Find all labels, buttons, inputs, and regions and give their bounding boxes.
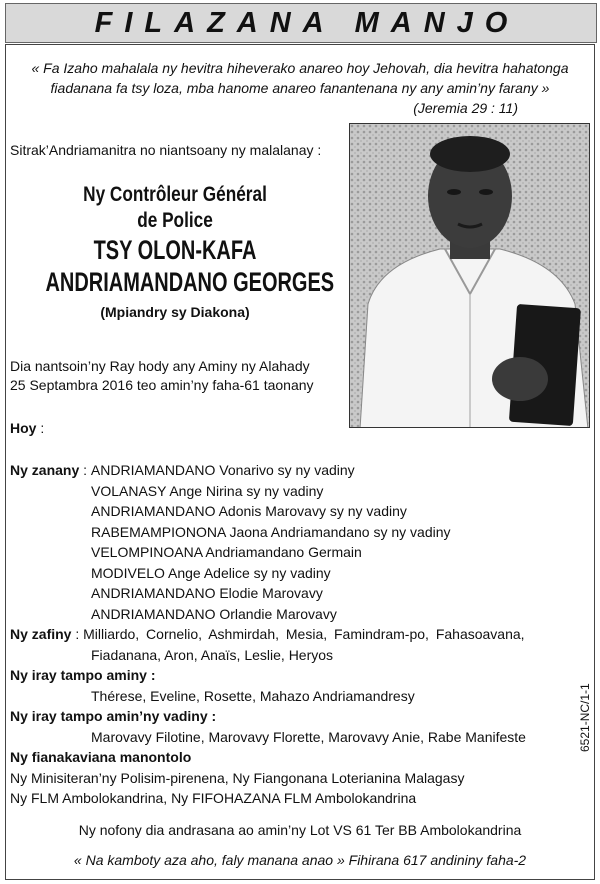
death-line-1: Dia nantsoin’ny Ray hody any Aminy ny Alahady xyxy=(10,358,310,374)
hoy-suffix: : xyxy=(36,420,45,436)
death-line-2: 25 Septambra 2016 teo amin’ny faha-61 taonany xyxy=(10,377,314,393)
child-name: RABEMAMPIONONA Jaona Andriamandano sy ny vadiny xyxy=(91,523,451,540)
reference-code: 6521-NC/1-1 xyxy=(578,683,592,752)
grandchildren-sep: : xyxy=(71,626,84,642)
portrait-photo xyxy=(349,123,590,428)
siblings-label: Ny iray tampo aminy : xyxy=(10,667,156,683)
child-name: ANDRIAMANDANO Adonis Marovavy sy ny vadiny xyxy=(91,503,407,519)
relations-label: Ny fianakaviana manontolo xyxy=(10,749,192,765)
verse-reference: (Jeremia 29 : 11) xyxy=(413,100,518,116)
children-first-row xyxy=(10,460,590,481)
relations-line2: Ny FLM Ambolokandrina, Ny FIFOHAZANA FLM Ambolokandrina xyxy=(10,790,417,806)
closing-hymn: « Na kamboty aza aho, faly manana anao » Fihirana 617 andininy faha-2 xyxy=(73,852,527,868)
siblings-inlaw-label: Ny iray tampo amin’ny vadiny : xyxy=(10,708,217,724)
children-sep: : xyxy=(79,462,91,478)
rank-title-line2: de Police xyxy=(137,209,213,232)
burial-address: Ny nofony dia andrasana ao amin’ny Lot VS 61 Ter BB Ambolokandrina xyxy=(78,822,522,838)
child-name: VOLANASY Ange Nirina sy ny vadiny xyxy=(91,482,324,499)
deceased-name-line1: TSY OLON-KAFA xyxy=(93,235,257,265)
child-name: MODIVELO Ange Adelice sy ny vadiny xyxy=(91,564,331,581)
child-name: ANDRIAMANDANO Vonarivo sy ny vadiny xyxy=(90,462,355,478)
siblings-inlaw-names: Marovavy Filotine, Marovavy Florette, Marovavy Anie, Rabe Manifeste xyxy=(91,728,526,745)
bible-verse xyxy=(20,58,580,118)
intro-text: Sitrak’Andriamanitra no niantsoany ny malalanay : xyxy=(10,142,322,158)
deceased-role: (Mpiandry sy Diakona) xyxy=(100,304,250,320)
siblings-names: Thérese, Eveline, Rosette, Mahazo Andriamandresy xyxy=(91,687,415,704)
verse-text: « Fa Izaho mahalala ny hevitra hiheverako anareo hoy Jehovah, dia hevitra hahatonga fiadanana fa tsy loza, mba hanome anareo fanantenana ny any amin’ny farany » xyxy=(31,60,569,96)
deceased-name-line2: ANDRIAMANDANO GEORGES xyxy=(45,267,335,297)
family-list xyxy=(10,460,590,809)
relations-line1: Ny Minisiteran’ny Polisim-pirenena, Ny Fiangonana Loterianina Malagasy xyxy=(10,769,465,786)
child-name: ANDRIAMANDANO Elodie Marovavy xyxy=(91,585,323,601)
hoy-label-text: Hoy xyxy=(10,420,37,436)
children-label: Ny zanany xyxy=(10,462,80,478)
deceased-name-block xyxy=(0,182,350,320)
rank-title-line1: Ny Contrôleur Général xyxy=(83,183,267,206)
grandchildren-row xyxy=(10,624,590,645)
grandchildren-line2: Fiadanana, Aron, Anaïs, Leslie, Heryos xyxy=(91,646,334,663)
header-title: FILAZANA MANJO xyxy=(94,6,520,39)
grandchildren-label: Ny zafiny xyxy=(10,626,72,642)
grandchildren-line1: Milliardo, Cornelio, Ashmirdah, Mesia, Famindram-po, Fahasoavana, xyxy=(83,626,525,642)
death-announcement xyxy=(10,357,314,395)
hoy-label xyxy=(10,420,44,436)
child-name: VELOMPINOANA Andriamandano Germain xyxy=(91,544,362,560)
header-banner xyxy=(5,3,597,43)
child-name: ANDRIAMANDANO Orlandie Marovavy xyxy=(91,605,337,622)
